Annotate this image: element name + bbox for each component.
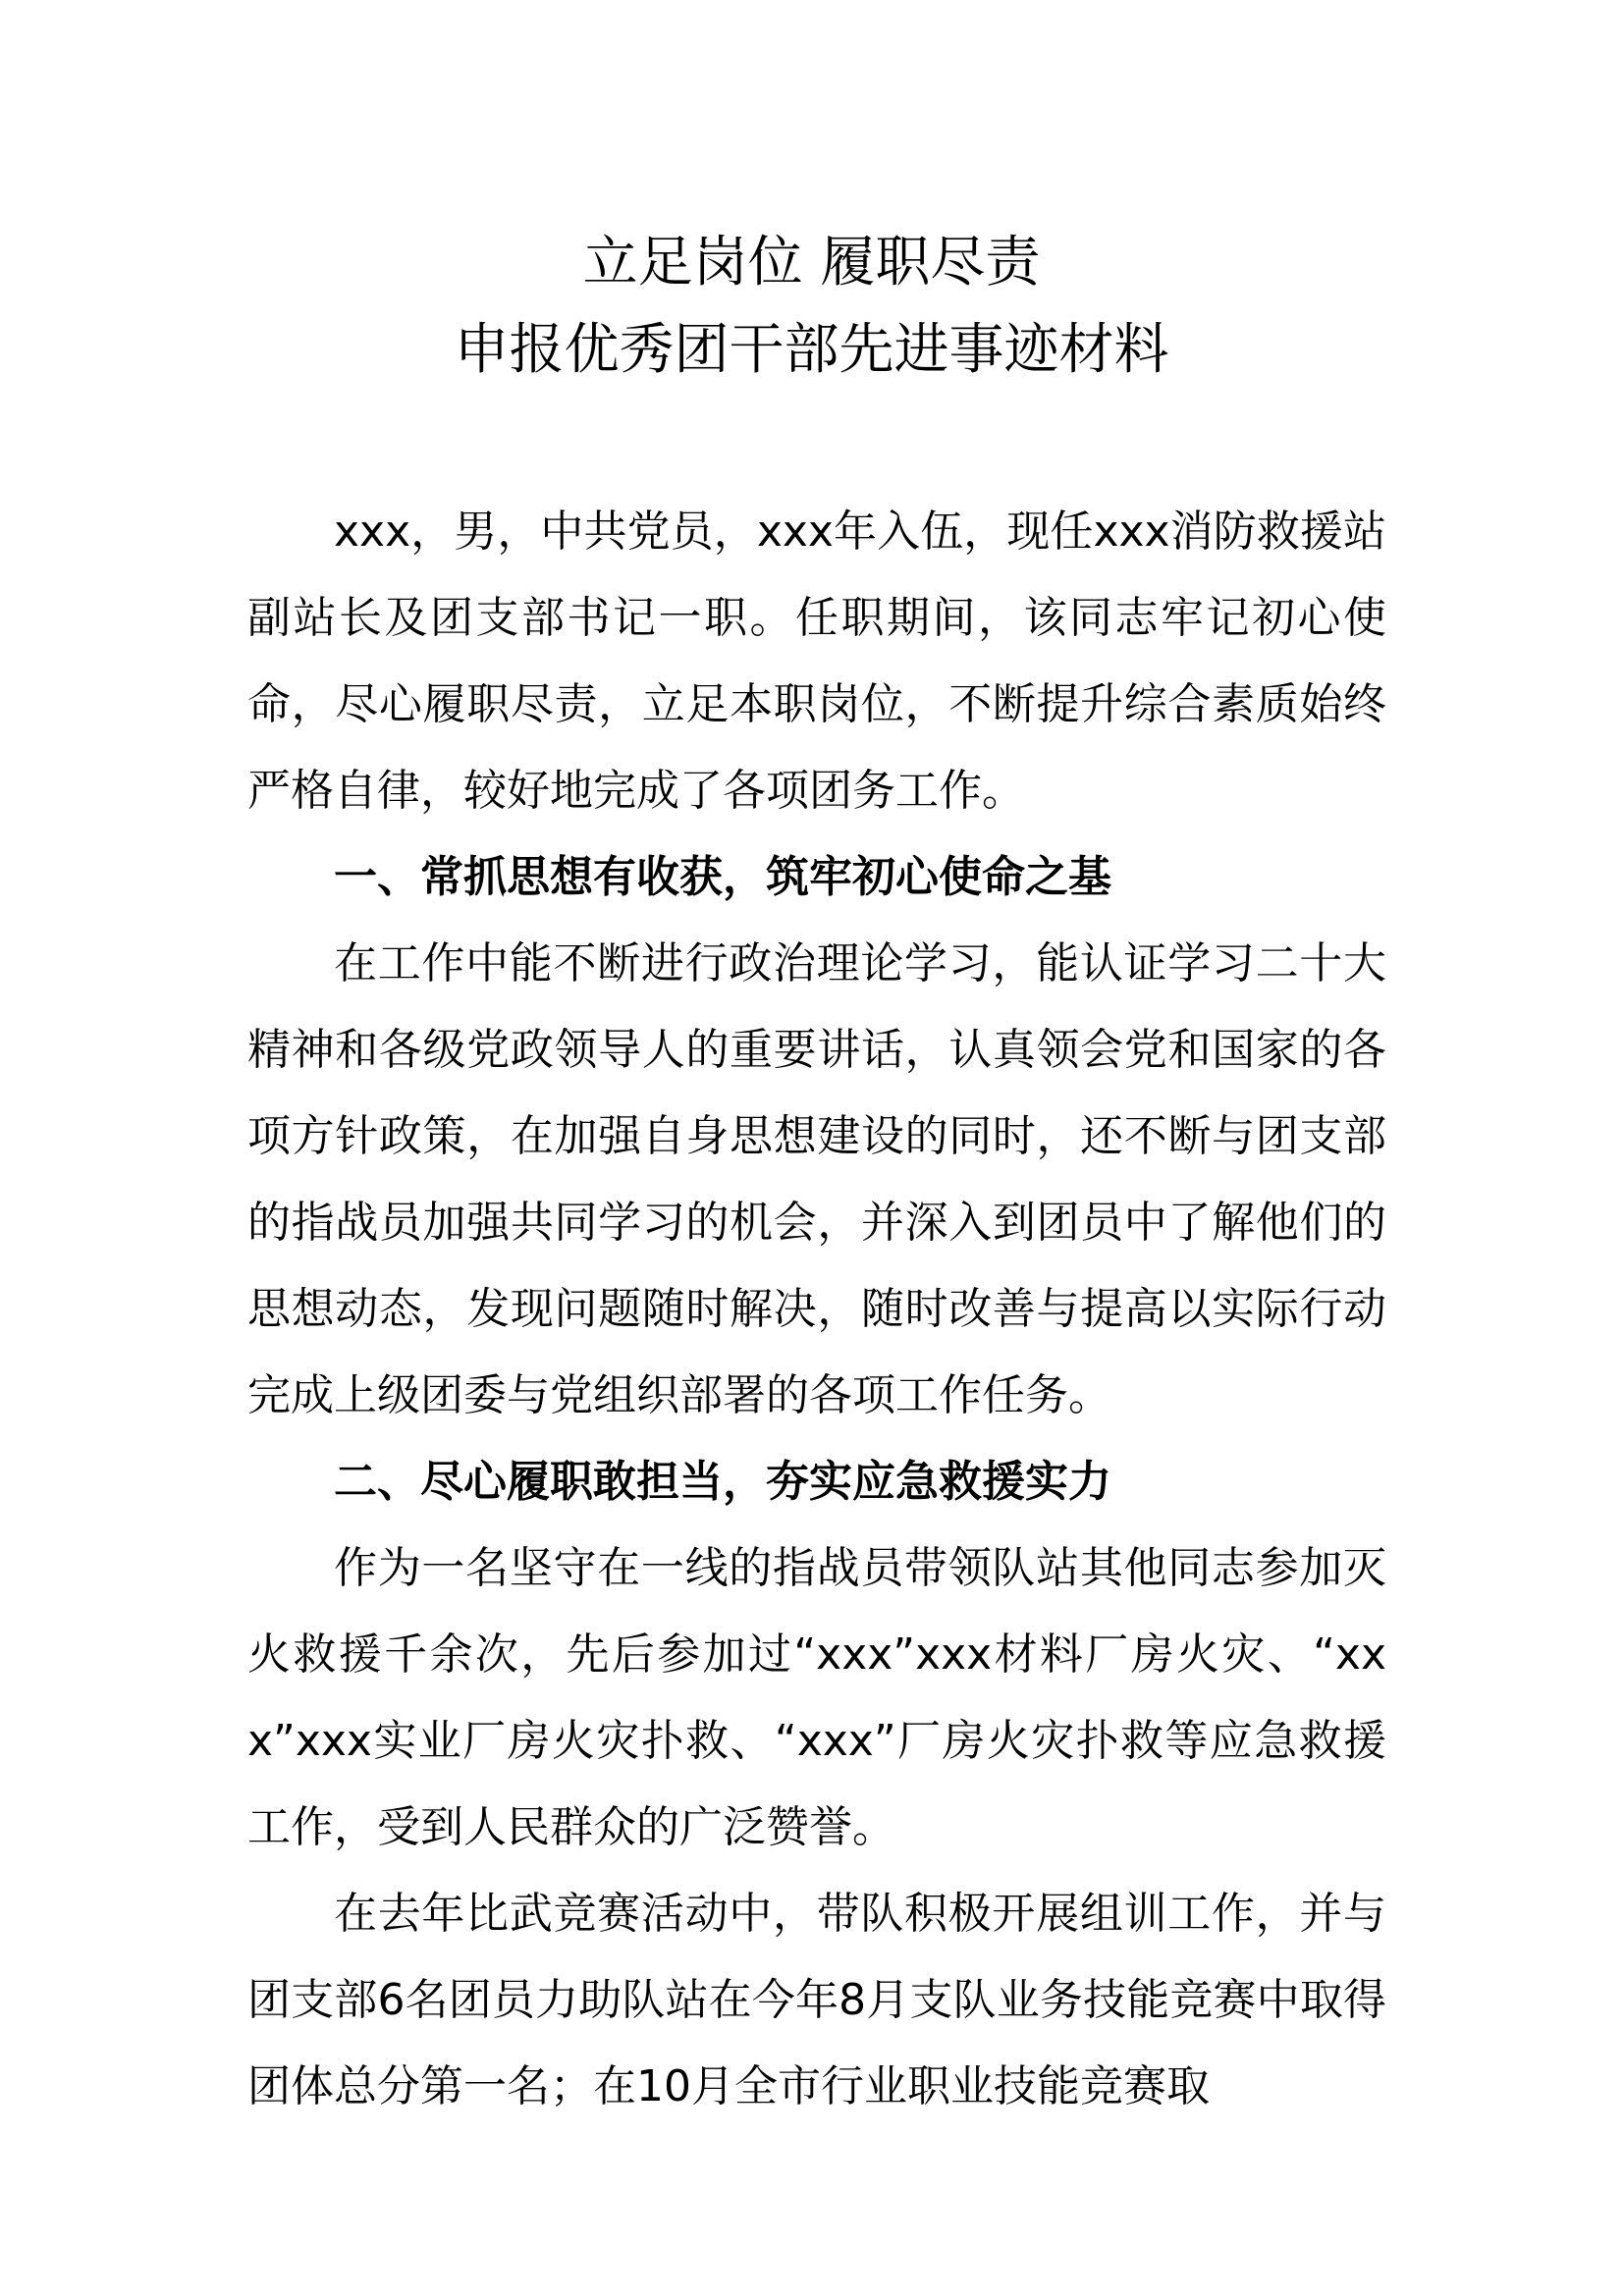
document-title-line-2: 申报优秀团干部先进事迹材料: [454, 318, 1169, 382]
section-2-paragraph-2: 在去年比武竞赛活动中，带队积极开展组训工作，并与团支部6名团员力助队站在今年8月支队业务技能竞赛中取得团体总分第一名；在10月全市行业职业技能竞赛取: [247, 1889, 1386, 2111]
section-1-heading: 一、常抓思想有收获，筑牢初心使命之基: [334, 852, 1111, 902]
section-2-heading: 二、尽心履职敢担当，夯实应急救援实力: [334, 1457, 1111, 1507]
document-title-line-1: 立足岗位 履职尽责: [582, 231, 1041, 294]
document-body: [247, 489, 1386, 2130]
section-1-paragraph: 在工作中能不断进行政治理论学习，能认证学习二十大精神和各级党政领导人的重要讲话，认真领会党和国家的各项方针政策，在加强自身思想建设的同时，还不断与团支部的指战员加强共同学习的机会，并深入到团员中了解他们的思想动态，发现问题随时解决，随时改善与提高以实际行动完成上级团委与党组织部署的各项工作任务。: [247, 938, 1386, 1420]
intro-paragraph: xxx，男，中共党员，xxx年入伍，现任xxx消防救援站副站长及团支部书记一职。任职期间，该同志牢记初心使命，尽心履职尽责，立足本职岗位，不断提升综合素质始终严格自律，较好地完成了各项团务工作。: [247, 507, 1386, 816]
section-2-paragraph-1: 作为一名坚守在一线的指战员带领队站其他同志参加灭火救援千余次，先后参加过“xxx”xxx材料厂房火灾、“xxx”xxx实业厂房火灾扑救、“xxx”厂房火灾扑救等应急救援工作，受到人民群众的广泛赞誉。: [247, 1543, 1386, 1852]
